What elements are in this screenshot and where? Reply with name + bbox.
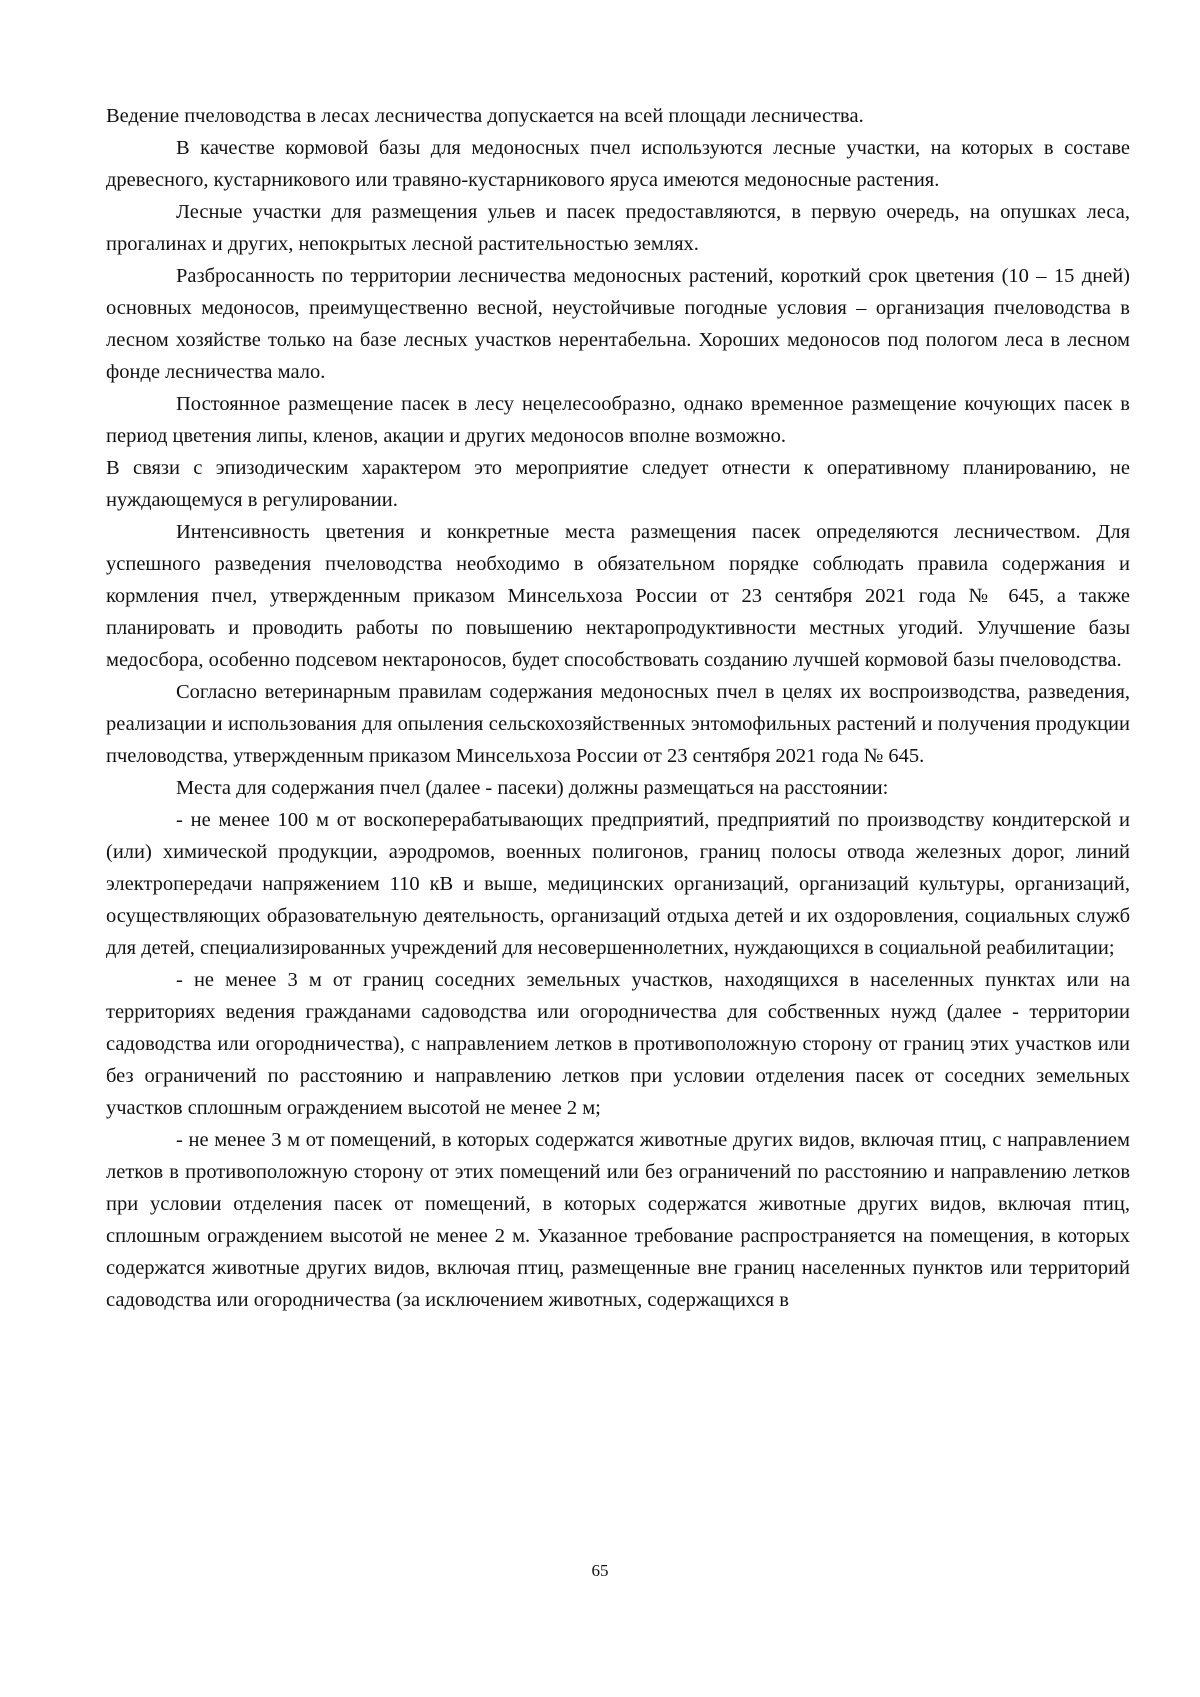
list-item-distance-3m-land: - не менее 3 м от границ соседних земельных участков, находящихся в населенных пунктах или на территориях ведения гражданами садоводства или огородничества для собственных нужд (далее - территории садоводства или огородничества), с направлением летков в противоположную сторону от границ этих участков или без ограничений по расстоянию и направлению летков при условии отделения пасек от соседних земельных участков сплошным ограждением высотой не менее 2 м; [106,969,1130,1119]
page-number: 65 [591,1561,609,1580]
paragraph-6: В связи с эпизодическим характером это мероприятие следует отнести к оперативному планированию, не нуждающемуся в регулировании. [106,457,1130,511]
paragraph-5: Постоянное размещение пасек в лесу нецелесообразно, однако временное размещение кочующих пасек в период цветения липы, кленов, акации и других медоносов вполне возможно. [106,393,1130,447]
paragraph-9: Места для содержания пчел (далее - пасеки) должны размещаться на расстоянии: [176,777,889,799]
paragraph-8: Согласно ветеринарным правилам содержания медоносных пчел в целях их воспроизводства, разведения, реализации и использования для опыления сельскохозяйственных энтомофильных растений и получения продукции пчеловодства, утвержденным приказом Минсельхоза России от 23 сентября 2021 года № 645. [106,681,1130,767]
paragraph-1: Ведение пчеловодства в лесах лесничества допускается на всей площади лесничества. [106,105,864,127]
paragraph-2: В качестве кормовой базы для медоносных пчел используются лесные участки, на которых в составе древесного, кустарникового или травяно-кустарникового яруса имеются медоносные растения. [106,137,1130,191]
paragraph-4: Разбросанность по территории лесничества медоносных растений, короткий срок цветения (10 – 15 дней) основных медоносов, преимущественно весной, неустойчивые погодные условия – организация пчеловодства в лесном хозяйстве только на базе лесных участков нерентабельна. Хороших медоносов под пологом леса в лесном фонде лесничества мало. [106,265,1130,383]
paragraph-3: Лесные участки для размещения ульев и пасек предоставляются, в первую очередь, на опушках леса, прогалинах и других, непокрытых лесной растительностью землях. [106,201,1130,255]
paragraph-7: Интенсивность цветения и конкретные места размещения пасек определяются лесничеством. Для успешного разведения пчеловодства необходимо в обязательном порядке соблюдать правила содержания и кормления пчел, утвержденным приказом Минсельхоза России от 23 сентября 2021 года № 645, а также планировать и проводить работы по повышению нектаропродуктивности местных угодий. Улучшение базы медосбора, особенно подсевом нектароносов, будет способствовать созданию лучшей кормовой базы пчеловодства. [106,521,1130,671]
list-item-distance-100m: - не менее 100 м от воскоперерабатывающих предприятий, предприятий по производству кондитерской и (или) химической продукции, аэродромов, военных полигонов, границ полосы отвода железных дорог, линий электропередачи напряжением 110 кВ и выше, медицинских организаций, организаций культуры, организаций, осуществляющих образовательную деятельность, организаций отдыха детей и их оздоровления, социальных служб для детей, специализированных учреждений для несовершеннолетних, нуждающихся в социальной реабилитации; [106,809,1130,959]
document-page [106,100,1130,1316]
list-item-distance-3m-premises: - не менее 3 м от помещений, в которых содержатся животные других видов, включая птиц, с направлением летков в противоположную сторону от этих помещений или без ограничений по расстоянию и направлению летков при условии отделения пасек от помещений, в которых содержатся животные других видов, включая птиц, сплошным ограждением высотой не менее 2 м. Указанное требование распространяется на помещения, в которых содержатся животные других видов, включая птиц, размещенные вне границ населенных пунктов или территорий садоводства или огородничества (за исключением животных, содержащихся в [106,1129,1130,1311]
